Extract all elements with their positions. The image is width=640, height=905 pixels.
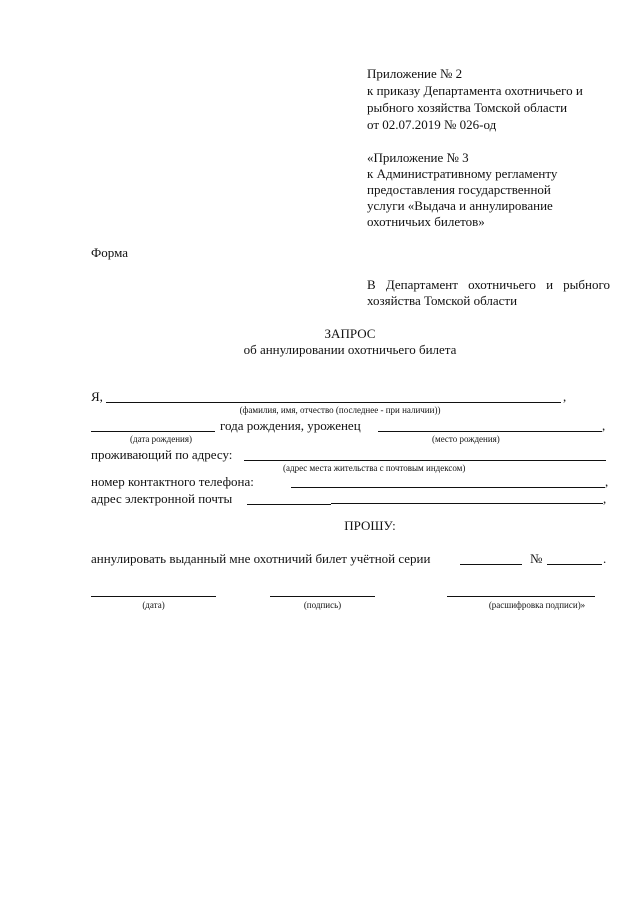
date-caption: (дата) [142, 600, 165, 610]
reglament-line-5: охотничьих билетов» [367, 214, 485, 229]
addressee-line-1: В Департамент охотничьего и рыбного [367, 277, 610, 292]
ticket-number-field[interactable] [547, 564, 602, 565]
reglament-line-2: к Административному регламенту [367, 166, 558, 181]
date-signature-field[interactable] [91, 596, 216, 597]
document-subtitle: об аннулировании охотничьего билета [243, 342, 457, 357]
request-text: аннулировать выданный мне охотничий билет учётной серии [91, 551, 431, 566]
email-comma: , [603, 491, 607, 506]
fio-comma: , [563, 389, 567, 404]
address-caption: (адрес места жительства с почтовым индексом) [283, 463, 466, 473]
appendix-line-3: рыбного хозяйства Томской области [367, 100, 568, 115]
birth-year-text: года рождения, уроженец [220, 418, 361, 433]
document-title: ЗАПРОС [324, 326, 376, 341]
i-prefix: Я, [91, 389, 103, 404]
fio-field[interactable] [106, 402, 561, 403]
ticket-series-field[interactable] [460, 564, 522, 565]
decode-caption: (расшифровка подписи)» [488, 600, 586, 610]
number-sign: № [530, 551, 543, 566]
addressee-line-2: хозяйства Томской области [367, 293, 518, 308]
email-label: адрес электронной почты [91, 491, 233, 506]
birth-date-caption: (дата рождения) [130, 434, 192, 444]
email-field-a[interactable] [247, 504, 331, 505]
phone-field[interactable] [291, 487, 605, 488]
decode-signature-field[interactable] [447, 596, 595, 597]
appendix-line-1: Приложение № 2 [367, 66, 463, 81]
fio-caption: (фамилия, имя, отчество (последнее - при наличии)) [239, 405, 441, 415]
reglament-line-3: предоставления государственной [367, 182, 551, 197]
form-label: Форма [91, 245, 128, 260]
address-label: проживающий по адресу: [91, 447, 233, 462]
birth-place-comma: , [602, 418, 606, 433]
reglament-line-4: услуги «Выдача и аннулирование [367, 198, 553, 213]
birth-place-caption: (место рождения) [432, 434, 500, 444]
appendix-line-4: от 02.07.2019 № 026-од [367, 117, 497, 132]
address-field[interactable] [244, 460, 606, 461]
request-period: . [603, 551, 607, 566]
signature-caption: (подпись) [303, 600, 342, 610]
email-field-b[interactable] [331, 503, 603, 504]
phone-label: номер контактного телефона: [91, 474, 254, 489]
appendix-line-2: к приказу Департамента охотничьего и [367, 83, 583, 98]
signature-field[interactable] [270, 596, 375, 597]
birth-date-field[interactable] [91, 431, 215, 432]
birth-place-field[interactable] [378, 431, 602, 432]
reglament-line-1: «Приложение № 3 [367, 150, 469, 165]
phone-comma: , [605, 474, 609, 489]
request-heading: ПРОШУ: [344, 518, 396, 533]
